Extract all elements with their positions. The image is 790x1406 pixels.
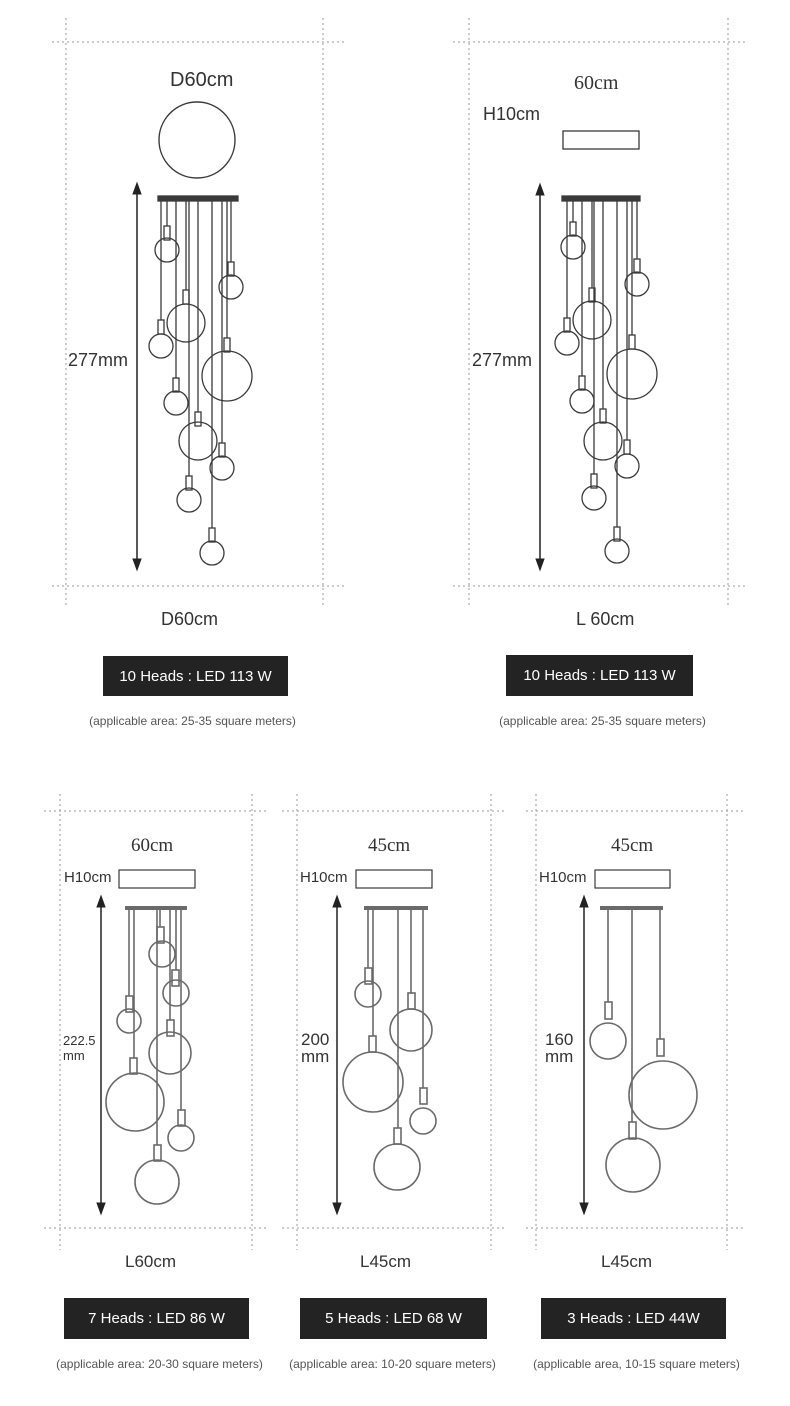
height-label-unit: mm xyxy=(545,1047,574,1066)
top-length-label: 45cm xyxy=(611,835,654,856)
lamp-diagram-linear xyxy=(395,0,790,760)
applicable-area-note: (applicable area: 25-35 square meters) xyxy=(89,714,296,728)
top-length-label: 60cm xyxy=(574,72,619,94)
canopy-side-view xyxy=(119,870,195,888)
product-panel-10-heads-linear xyxy=(395,0,790,760)
top-length-label: 60cm xyxy=(131,835,174,856)
product-panel-7-heads xyxy=(0,780,270,1406)
height-label-value: 200 xyxy=(301,1030,330,1049)
pendant-lamp xyxy=(106,906,194,1204)
pendant-lamp xyxy=(555,196,657,563)
canopy-height-label: H10cm xyxy=(483,104,541,124)
height-arrow xyxy=(580,896,588,1214)
dimension-frame xyxy=(526,794,746,1250)
height-arrow xyxy=(133,183,141,570)
applicable-area-note: (applicable area: 20-30 square meters) xyxy=(56,1357,263,1371)
pendant-lamp xyxy=(590,906,697,1192)
top-length-label: 45cm xyxy=(368,835,411,856)
dimension-frame xyxy=(282,794,506,1250)
height-label-unit: mm xyxy=(63,1048,85,1063)
height-label-unit: mm xyxy=(301,1047,330,1066)
canopy-height-label: H10cm xyxy=(300,869,348,886)
height-label-value: 160 xyxy=(545,1030,574,1049)
bottom-dimension-label: D60cm xyxy=(161,609,219,629)
dimension-frame xyxy=(44,794,268,1250)
heads-power-badge: 10 Heads : LED 113 W xyxy=(506,655,693,696)
applicable-area-note: (applicable area, 10-15 square meters) xyxy=(533,1357,740,1371)
heads-power-badge: 3 Heads : LED 44W xyxy=(541,1298,726,1339)
pendant-lamp xyxy=(149,196,252,565)
height-arrow xyxy=(536,184,544,570)
canopy-top-view xyxy=(159,102,235,178)
heads-power-badge: 7 Heads : LED 86 W xyxy=(64,1298,249,1339)
bottom-dimension-label: L45cm xyxy=(601,1252,653,1271)
height-arrow xyxy=(333,896,341,1214)
product-panel-3-heads xyxy=(520,780,790,1406)
canopy-height-label: H10cm xyxy=(64,869,112,886)
heads-power-badge: 10 Heads : LED 113 W xyxy=(103,656,288,696)
height-label: 277mm xyxy=(472,350,533,370)
heads-power-badge: 5 Heads : LED 68 W xyxy=(300,1298,487,1339)
bottom-dimension-label: L 60cm xyxy=(576,609,635,629)
height-label-value: 222.5 xyxy=(63,1033,96,1048)
applicable-area-note: (applicable area: 10-20 square meters) xyxy=(289,1357,496,1371)
bottom-dimension-label: L45cm xyxy=(360,1252,412,1271)
canopy-side-view xyxy=(595,870,670,888)
product-panel-5-heads xyxy=(270,780,520,1406)
height-label: 277mm xyxy=(68,350,129,370)
lamp-diagram-round xyxy=(0,0,395,760)
height-arrow xyxy=(97,896,105,1214)
bottom-dimension-label: L60cm xyxy=(125,1252,177,1271)
pendant-lamp xyxy=(343,906,436,1190)
product-panel-10-heads-round xyxy=(0,0,395,760)
top-diameter-label: D60cm xyxy=(170,69,234,91)
canopy-height-label: H10cm xyxy=(539,869,587,886)
canopy-side-view xyxy=(356,870,432,888)
canopy-side-view xyxy=(563,131,639,149)
applicable-area-note: (applicable area: 25-35 square meters) xyxy=(499,714,706,728)
